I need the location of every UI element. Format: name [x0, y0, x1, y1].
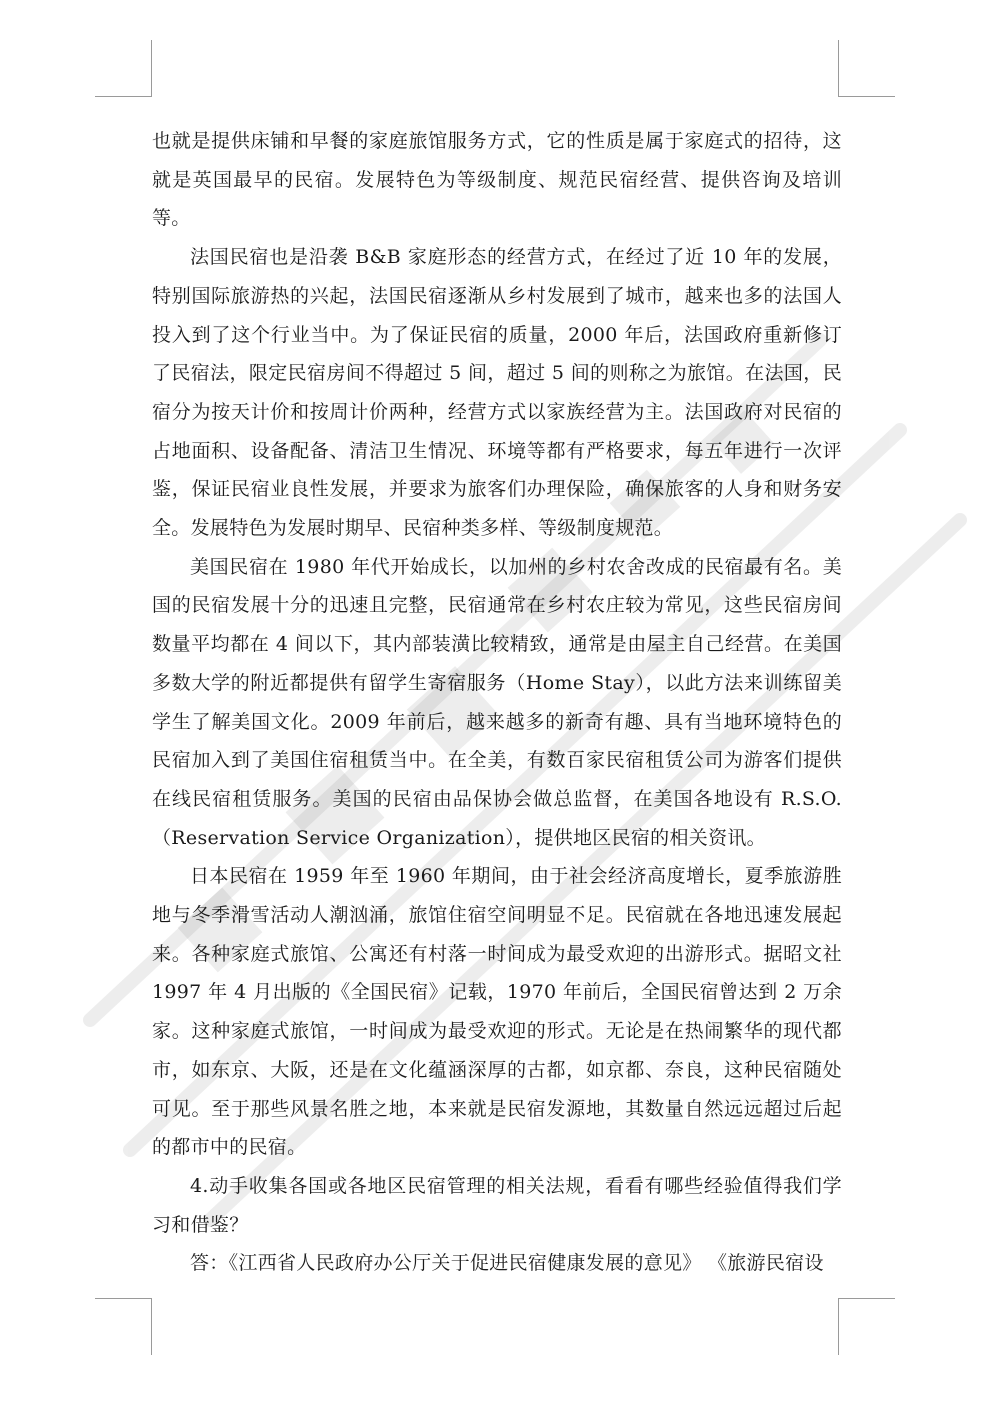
paragraph-japan: 日本民宿在 1959 年至 1960 年期间，由于社会经济高度增长，夏季旅游胜地与冬季滑雪活动人潮汹涌，旅馆住宿空间明显不足。民宿就在各地迅速发展起来。各种家庭式旅馆、公寓还有村落一时间成为最受欢迎的出游形式。据昭文社 1997 年 4 月出版的《全国民宿》记载，1970 年前后，全国民宿曾达到 2 万余家。这种家庭式旅馆，一时间成为最受欢迎的形式。无论是在热闹繁华的现代都市，如东京、大阪，还是在文化蕴涵深厚的古都，如京都、奈良，这种民宿随处可见。至于那些风景名胜之地，本来就是民宿发源地，其数量自然远远超过后起的都市中的民宿。 — [152, 865, 842, 1159]
crop-mark-bottom-left — [95, 1298, 152, 1355]
crop-mark-top-right — [838, 40, 895, 97]
document-body — [152, 122, 842, 1283]
answer-4: 答：《江西省人民政府办公厅关于促进民宿健康发展的意见》 《旅游民宿设 — [190, 1252, 824, 1275]
crop-mark-bottom-right — [838, 1298, 895, 1355]
paragraph-france: 法国民宿也是沿袭 B&B 家庭形态的经营方式，在经过了近 10 年的发展，特别国际旅游热的兴起，法国民宿逐渐从乡村发展到了城市，越来也多的法国人投入到了这个行业当中。为了保证民宿的质量，2000 年后，法国政府重新修订了民宿法，限定民宿房间不得超过 5 间，超过 5 间的则称之为旅馆。在法国，民宿分为按天计价和按周计价两种，经营方式以家族经营为主。法国政府对民宿的占地面积、设备配备、清洁卫生情况、环境等都有严格要求，每五年进行一次评鉴，保证民宿业良性发展，并要求为旅客们办理保险，确保旅客的人身和财务安全。发展特色为发展时期早、民宿种类多样、等级制度规范。 — [152, 246, 842, 540]
paragraph-usa: 美国民宿在 1980 年代开始成长，以加州的乡村农舍改成的民宿最有名。美国的民宿发展十分的迅速且完整，民宿通常在乡村农庄较为常见，这些民宿房间数量平均都在 4 间以下，其内部装潢比较精致，通常是由屋主自己经营。在美国多数大学的附近都提供有留学生寄宿服务（Home Stay），以此方法来训练留美学生了解美国文化。2009 年前后，越来越多的新奇有趣、具有当地环境特色的民宿加入到了美国住宿租赁当中。在全美，有数百家民宿租赁公司为游客们提供在线民宿租赁服务。美国的民宿由品保协会做总监督，在美国各地设有 R.S.O.（Reservation Service Organization），提供地区民宿的相关资讯。 — [152, 555, 842, 849]
crop-mark-top-left — [95, 40, 152, 97]
question-4: 4.动手收集各国或各地区民宿管理的相关法规，看看有哪些经验值得我们学习和借鉴？ — [152, 1174, 842, 1236]
paragraph-continuation: 也就是提供床铺和早餐的家庭旅馆服务方式，它的性质是属于家庭式的招待，这就是英国最早的民宿。发展特色为等级制度、规范民宿经营、提供咨询及培训等。 — [152, 130, 842, 230]
